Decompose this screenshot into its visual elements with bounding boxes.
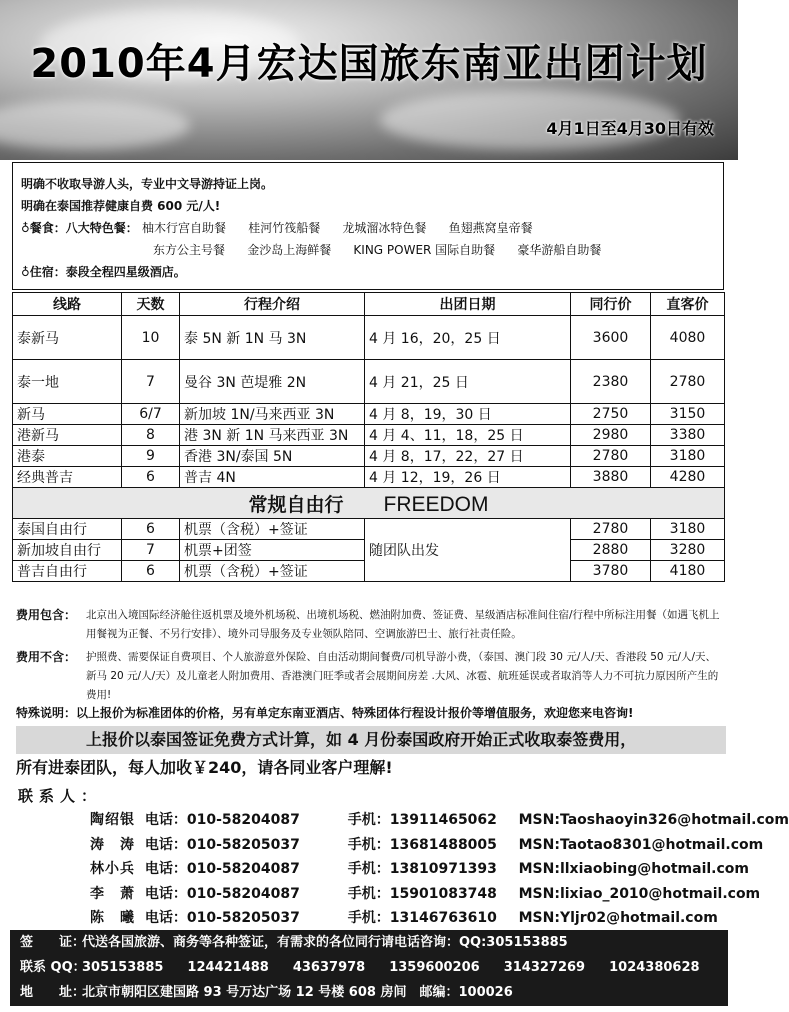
meal-item: 龙城溜冰特色餐: [342, 221, 427, 235]
table-row: [13, 446, 725, 467]
qq-number: 1024380628: [609, 960, 700, 975]
days-cell: 9: [122, 446, 180, 467]
contact-name: 陶绍银: [90, 812, 135, 828]
itinerary-cell: 机票（含税）+签证: [180, 519, 365, 540]
contact-row: [90, 857, 789, 882]
meal-item: 金沙岛上海鲜餐: [247, 243, 332, 257]
route-cell: 泰一地: [13, 360, 122, 404]
route-cell: 港泰: [13, 446, 122, 467]
hotel-label: ♁住宿：: [21, 265, 66, 279]
route-cell: 新马: [13, 404, 122, 425]
peer-price-cell: 3880: [571, 467, 651, 488]
validity-period: 4月1日至4月30日有效: [546, 119, 714, 138]
direct-price-cell: 3150: [651, 404, 725, 425]
contact-phone: 电话：010-58205037: [144, 836, 300, 853]
contact-row: [90, 906, 789, 931]
contact-row: [90, 882, 789, 907]
freedom-section-title: [13, 488, 725, 519]
visa-note-line-1: 上报价以泰国签证免费方式计算，如 4 月份泰国政府开始正式收取泰签费用，: [16, 726, 726, 754]
info-line-selfpay: 明确在泰国推荐健康自费 600 元/人!: [21, 199, 221, 213]
days-cell: 10: [122, 316, 180, 360]
contact-msn: MSN:lixiao_2010@hotmail.com: [518, 885, 761, 902]
footer-visa-row: [20, 930, 718, 955]
days-cell: 7: [122, 360, 180, 404]
dates-cell: 4 月 8，19，30 日: [365, 404, 571, 425]
table-row: [13, 360, 725, 404]
fees-included: [16, 606, 728, 644]
meal-item: 鱼翅燕窝皇帝餐: [448, 221, 533, 235]
visa-note-line-2: 所有进泰团队，每人加收￥240，请各同业客户理解!: [16, 758, 393, 777]
contact-name: 李 萧: [90, 885, 135, 902]
itinerary-cell: 香港 3N/泰国 5N: [180, 446, 365, 467]
meals-label: ♁餐食：八大特色餐：: [21, 221, 138, 235]
days-cell: 6/7: [122, 404, 180, 425]
fees-section: [16, 606, 728, 705]
itinerary-cell: 机票（含税）+签证: [180, 561, 365, 582]
qq-number: 1359600206: [389, 960, 480, 975]
col-header-direct-price: 直客价: [651, 293, 725, 316]
contact-phone: 电话：010-58204087: [144, 861, 300, 878]
meal-item: 柚木行宫自助餐: [141, 221, 226, 235]
itinerary-cell: 新加坡 1N/马来西亚 3N: [180, 404, 365, 425]
days-cell: 7: [122, 540, 180, 561]
meal-item: 东方公主号餐: [153, 243, 226, 257]
fees-excluded-label: 费用不含：: [16, 650, 77, 664]
contact-row: [90, 833, 789, 858]
contact-phone: 电话：010-58205037: [144, 910, 300, 927]
direct-price-cell: 4180: [651, 561, 725, 582]
meals-row-1: [21, 217, 715, 239]
dates-cell: 随团队出发: [365, 519, 571, 582]
itinerary-cell: 曼谷 3N 芭堤雅 2N: [180, 360, 365, 404]
footer-address-text: 北京市朝阳区建国路 93 号万达广场 12 号楼 608 房间 邮编：100026: [82, 985, 513, 1000]
col-header-dates: 出团日期: [365, 293, 571, 316]
qq-number: 305153885: [82, 960, 164, 975]
col-header-itinerary: 行程介绍: [180, 293, 365, 316]
col-header-days: 天数: [122, 293, 180, 316]
contact-mobile: 手机：13810971393: [347, 861, 497, 878]
route-cell: 新加坡自由行: [13, 540, 122, 561]
freedom-title-en: FREEDOM: [383, 492, 489, 516]
peer-price-cell: 2980: [571, 425, 651, 446]
direct-price-cell: 2780: [651, 360, 725, 404]
table-row: [13, 467, 725, 488]
meals-row-2: [21, 239, 715, 261]
days-cell: 6: [122, 561, 180, 582]
days-cell: 6: [122, 519, 180, 540]
footer-address-row: [20, 980, 718, 1005]
contact-msn: MSN:Taotao8301@hotmail.com: [518, 836, 764, 853]
contact-mobile: 手机：13146763610: [347, 910, 497, 927]
dates-cell: 4 月 4、11，18，25 日: [365, 425, 571, 446]
table-row: [13, 519, 725, 540]
footer-bar: [10, 930, 728, 1006]
table-row: [13, 425, 725, 446]
dates-cell: 4 月 12，19，26 日: [365, 467, 571, 488]
route-cell: 泰国自由行: [13, 519, 122, 540]
footer-visa-text: 代送各国旅游、商务等各种签证，有需求的各位同行请电话咨询：QQ:305153885: [82, 935, 568, 950]
peer-price-cell: 2780: [571, 519, 651, 540]
contact-name: 涛 涛: [90, 836, 135, 853]
direct-price-cell: 3180: [651, 519, 725, 540]
col-header-peer-price: 同行价: [571, 293, 651, 316]
tour-price-table: [12, 292, 725, 582]
col-header-route: 线路: [13, 293, 122, 316]
itinerary-cell: 泰 5N 新 1N 马 3N: [180, 316, 365, 360]
meal-item: KING POWER 国际自助餐: [353, 243, 496, 257]
direct-price-cell: 3280: [651, 540, 725, 561]
info-box: [12, 162, 724, 290]
dates-cell: 4 月 21，25 日: [365, 360, 571, 404]
peer-price-cell: 2380: [571, 360, 651, 404]
itinerary-cell: 港 3N 新 1N 马来西亚 3N: [180, 425, 365, 446]
itinerary-cell: 普吉 4N: [180, 467, 365, 488]
contact-phone: 电话：010-58204087: [144, 885, 300, 902]
route-cell: 普吉自由行: [13, 561, 122, 582]
qq-number: 124421488: [187, 960, 269, 975]
contact-phone: 电话：010-58204087: [144, 812, 300, 828]
route-cell: 港新马: [13, 425, 122, 446]
contact-mobile: 手机：13681488005: [347, 836, 497, 853]
qq-number: 314327269: [503, 960, 586, 975]
peer-price-cell: 2780: [571, 446, 651, 467]
cloud-decoration: [0, 100, 190, 150]
fees-excluded: [16, 648, 728, 705]
route-cell: 经典普吉: [13, 467, 122, 488]
visa-fee-note: [16, 726, 726, 782]
page-title: 2010年4月宏达国旅东南亚出团计划: [30, 41, 708, 87]
peer-price-cell: 3780: [571, 561, 651, 582]
freedom-title-cn: 常规自由行: [248, 493, 344, 516]
meal-item: 豪华游船自助餐: [517, 243, 602, 257]
fees-included-label: 费用包含：: [16, 608, 77, 622]
peer-price-cell: 2880: [571, 540, 651, 561]
route-cell: 泰新马: [13, 316, 122, 360]
footer-visa-label: 签 证：: [20, 935, 86, 950]
footer-qq-label: 联系 QQ：: [20, 960, 86, 975]
footer-address-label: 地 址：: [20, 985, 86, 1000]
fees-excluded-text: 护照费、需要保证自费项目、个人旅游意外保险、自由活动期间餐费/司机导游小费，（泰国、澳门段 30 元/人/天、香港段 50 元/人/天、新马 20 元/人/天）及儿童老人附加费用、香港澳门旺季或者会展期间房差 .大风、冰雹、航班延误或者取消等人力不可抗力原因所产生的费用!: [86, 651, 719, 701]
special-note: 特殊说明：以上报价为标准团体的价格，另有单定东南亚酒店、特殊团体行程设计报价等增值服务，欢迎您来电咨询!: [16, 706, 634, 720]
contact-msn: MSN:Taoshaoyin326@hotmail.com: [518, 812, 789, 828]
contact-msn: MSN:llxiaobing@hotmail.com: [518, 861, 749, 878]
contact-row: [90, 808, 789, 833]
peer-price-cell: 3600: [571, 316, 651, 360]
contact-name: 林小兵: [90, 861, 135, 878]
itinerary-cell: 机票+团签: [180, 540, 365, 561]
table-header-row: [13, 293, 725, 316]
table-row: [13, 316, 725, 360]
contact-mobile: 手机：13911465062: [347, 812, 497, 828]
dates-cell: 4 月 8，17，22，27 日: [365, 446, 571, 467]
direct-price-cell: 4080: [651, 316, 725, 360]
peer-price-cell: 2750: [571, 404, 651, 425]
direct-price-cell: 4280: [651, 467, 725, 488]
dates-cell: 4 月 16，20，25 日: [365, 316, 571, 360]
fees-included-text: 北京出入境国际经济舱往返机票及境外机场税、出境机场税、燃油附加费、签证费、星级酒店标准间住宿/行程中所标注用餐（如遇飞机上用餐视为正餐、不另行安排）、境外司导服务及专业领队陪同、空调旅游巴士、旅行社责任险。: [86, 609, 720, 640]
qq-number: 43637978: [292, 960, 366, 975]
contact-mobile: 手机：15901083748: [347, 885, 497, 902]
contacts-list: [90, 808, 789, 931]
days-cell: 6: [122, 467, 180, 488]
direct-price-cell: 3380: [651, 425, 725, 446]
days-cell: 8: [122, 425, 180, 446]
freedom-section-row: [13, 488, 725, 519]
direct-price-cell: 3180: [651, 446, 725, 467]
meal-item: 桂河竹筏船餐: [248, 221, 321, 235]
hotel-text: 泰段全程四星级酒店。: [65, 265, 186, 279]
footer-qq-row: [20, 955, 718, 980]
contacts-title: 联系人：: [18, 787, 103, 805]
contact-name: 陈 曦: [90, 910, 135, 927]
info-line-guide: 明确不收取导游人头，专业中文导游持证上岗。: [21, 177, 274, 191]
table-row: [13, 404, 725, 425]
contact-msn: MSN:Yljr02@hotmail.com: [518, 910, 718, 927]
hotel-row: [21, 261, 715, 283]
